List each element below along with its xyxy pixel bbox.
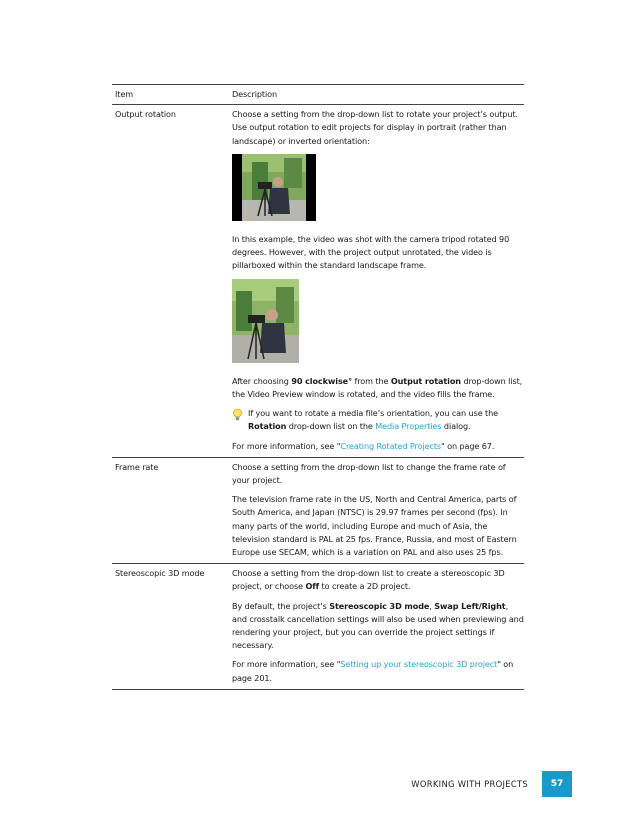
description-frame-rate xyxy=(232,461,524,559)
text-run: dialog. xyxy=(441,421,471,432)
description-paragraph xyxy=(232,375,524,401)
settings-table xyxy=(112,84,524,690)
table-row-stereoscopic xyxy=(112,564,524,690)
text-run: from the xyxy=(352,375,391,386)
link-stereoscopic-setup[interactable]: Setting up your stereoscopic 3D project xyxy=(340,659,498,670)
option-off: Off xyxy=(305,581,320,592)
description-output-rotation xyxy=(232,108,524,453)
description-paragraph xyxy=(232,440,524,453)
header-description: Description xyxy=(232,89,277,99)
description-stereoscopic xyxy=(232,567,524,685)
lightbulb-icon xyxy=(232,407,248,425)
text-run: If you want to rotate a media file’s orientation, you can use the xyxy=(248,408,499,419)
option-stereoscopic-3d-mode: Stereoscopic 3D mode xyxy=(329,600,430,611)
item-stereoscopic-3d-mode: Stereoscopic 3D mode xyxy=(115,568,205,579)
table-row-output-rotation xyxy=(112,105,524,458)
text-run: , and crosstalk cancellation settings will also be used when previewing and rendering your project, but you can override the project settings if necessary. xyxy=(232,600,524,651)
item-frame-rate: Frame rate xyxy=(115,461,159,472)
text-run: For more information, see " xyxy=(232,440,341,451)
description-paragraph: Choose a setting from the drop-down list to rotate your project’s output. Use output rotation to edit projects for display in portrait (rather than landscape) or inverted orientation: xyxy=(232,109,518,146)
text-run: After choosing xyxy=(232,375,292,386)
text-run: to create a 2D project. xyxy=(319,581,411,592)
description-paragraph: In this example, the video was shot with the camera tripod rotated 90 degrees. However, with the project output unrotated, the video is pillarboxed within the standard landscape frame. xyxy=(232,234,510,271)
description-paragraph: Choose a setting from the drop-down list to change the frame rate of your project. xyxy=(232,461,506,486)
link-creating-rotated-projects[interactable]: Creating Rotated Projects xyxy=(340,440,442,451)
text-run: " on page 201. xyxy=(232,659,514,683)
tip-text xyxy=(248,407,524,433)
rotated-preview-image xyxy=(232,279,524,367)
description-paragraph: The television frame rate in the US, North and Central America, parts of South America, and Japan (NTSC) is 29.97 frames per second (fps). In many parts of the world, including Europe and much of Asia, the television standard is PAL at 25 fps. France, Russia, and most of Eastern Europe use SECAM, which is a variation on PAL and also uses 25 fps. xyxy=(232,494,517,558)
link-media-properties[interactable]: Media Properties xyxy=(375,421,442,432)
header-item: Item xyxy=(115,89,134,99)
table-header xyxy=(112,84,524,105)
pillarboxed-preview-image xyxy=(232,154,524,225)
text-run: For more information, see " xyxy=(232,659,341,670)
text-run: " on page 67. xyxy=(441,440,495,451)
text-run: Choose a setting from the drop-down list to create a stereoscopic 3D project, or choose xyxy=(232,568,505,592)
description-paragraph xyxy=(232,600,524,653)
option-swap-left-right: Swap Left/Right xyxy=(434,600,506,611)
option-output-rotation: Output rotation xyxy=(390,375,461,386)
tip-note xyxy=(232,407,524,433)
description-paragraph xyxy=(232,658,524,684)
item-output-rotation: Output rotation xyxy=(115,109,176,120)
option-90-clockwise: 90 clockwise° xyxy=(291,375,353,386)
text-run: drop-down list on the xyxy=(286,421,376,432)
text-run: , xyxy=(429,600,435,611)
text-run: By default, the project’s xyxy=(232,600,330,611)
footer-section-title: WORKING WITH PROJECTS xyxy=(411,779,528,789)
option-rotation: Rotation xyxy=(248,421,287,432)
table-row-frame-rate xyxy=(112,458,524,564)
page-number-badge: 57 xyxy=(542,771,572,797)
description-paragraph xyxy=(232,567,524,593)
text-run: drop-down list, the Video Preview window is rotated, and the video fills the frame. xyxy=(232,375,523,400)
